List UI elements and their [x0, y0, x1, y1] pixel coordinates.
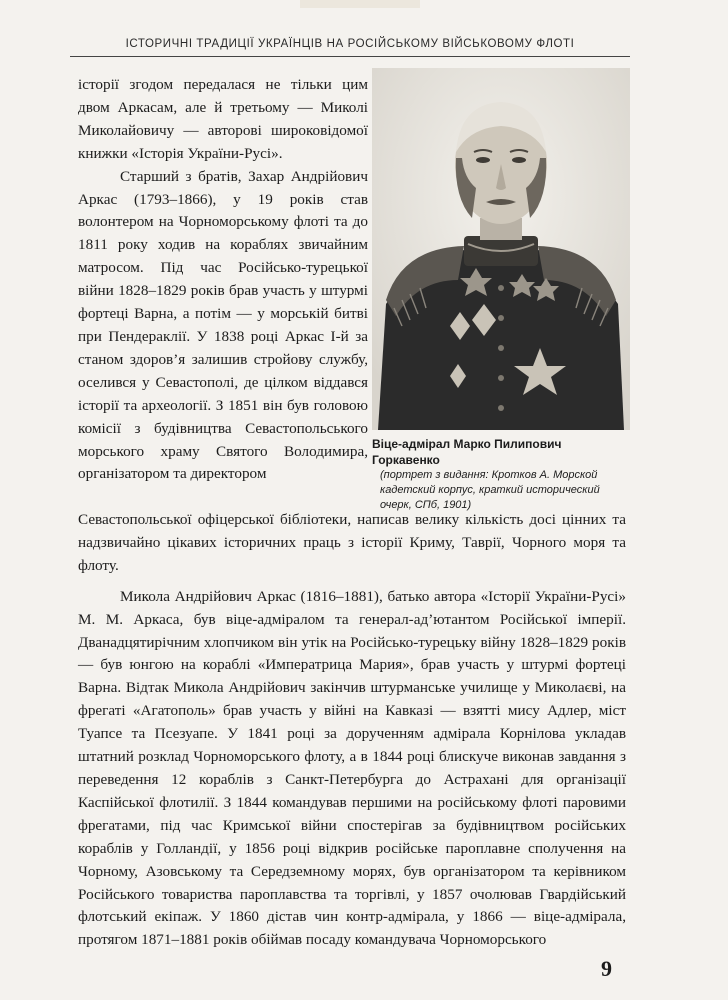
paragraph-2-continuation: Севастопольської офіцерської бібліотеки, написав велику кількість досі цінних та надзвичайно цікавих історичних праць з історії Криму, Таврії, Чорного моря та флоту. — [78, 511, 626, 574]
paragraph-1: історії згодом передалася не тільки цим двом Аркасам, але й третьому — Миколі Миколайовичу — авторові широковідомої книжки «Історія України-Русі». — [78, 76, 368, 162]
paragraph-2: Старший з братів, Захар Андрійович Аркас (1793–1866), у 19 років став волонтером на Чорноморському флоті та до 1811 року ходив на кораблях звичайним матросом. Під час Російсько-турецької війни 1828–1829 років брав участь у штурмі фортеці Варна, а потім — у морській битві при Пендераклії. У 1838 році Аркас І-й за станом здоров’я залишив стройову службу, оселився у Севастополі, де цілком віддався історії та археології. З 1851 він був головою комісії з будівництва Севастопольського морського храму Святого Володимира, організатором та директором — [78, 167, 368, 483]
full-width-text — [78, 509, 626, 952]
caption-title: Віце-адмірал Марко Пилипович Горкавенко — [372, 437, 562, 467]
page-number: 9 — [601, 956, 612, 981]
page-edge-mark — [300, 0, 420, 8]
portrait-engraving — [372, 68, 630, 430]
text-column — [78, 74, 368, 486]
paragraph-3: Микола Андрійович Аркас (1816–1881), батько автора «Історії України-Русі» М. М. Аркаса, був віце-адміралом та генерал-ад’ютантом Російської імперії. Дванадцятирічним хлопчиком він утік на Російсько-турецьку війну 1828–1829 років — був юнгою на кораблі «Императрица Мария», брав участь у штурмі фортеці Варна. Відтак Микола Андрійович закінчив штурманське училище у Миколаєві, на фрегаті «Агатополь» брав участь у війні на Кавказі — взятті мису Адлер, міст Туапсе та Псезуапе. У 1841 році за дорученням адмірала Корнілова укладав штатний розклад Чорноморського флоту, а в 1844 році блискуче виконав завдання з переведення 12 кораблів з Санкт-Петербурга до Астрахані для організації Каспійської флотилії. З 1844 командував першими на російському флоті паровими фрегатами, під час Кримської війни спостерігав за будівництвом російських кораблів у Голландії, у 1856 році відкрив російське пароплавне сполучення на Чорному, Азовському та Середземному морях, був організатором та керівником Російського товариства пароплавства та торгівлі, у 1857 очолював Гвардійський флотський екіпаж. У 1860 дістав чин контр-адмірала, у 1866 — віце-адмірала, протягом 1871–1881 років обіймав посаду командувача Чорноморського — [78, 587, 626, 949]
portrait-caption — [372, 437, 630, 513]
running-header: ІСТОРИЧНІ ТРАДИЦІЇ УКРАЇНЦІВ НА РОСІЙСЬКОМУ ВІЙСЬКОВОМУ ФЛОТІ — [70, 38, 630, 57]
portrait-image — [372, 68, 630, 430]
caption-source-note: (портрет з видання: Кротков А. Морской кадетский корпус, краткий исторический очерк, СПб, 1901) — [380, 469, 600, 511]
